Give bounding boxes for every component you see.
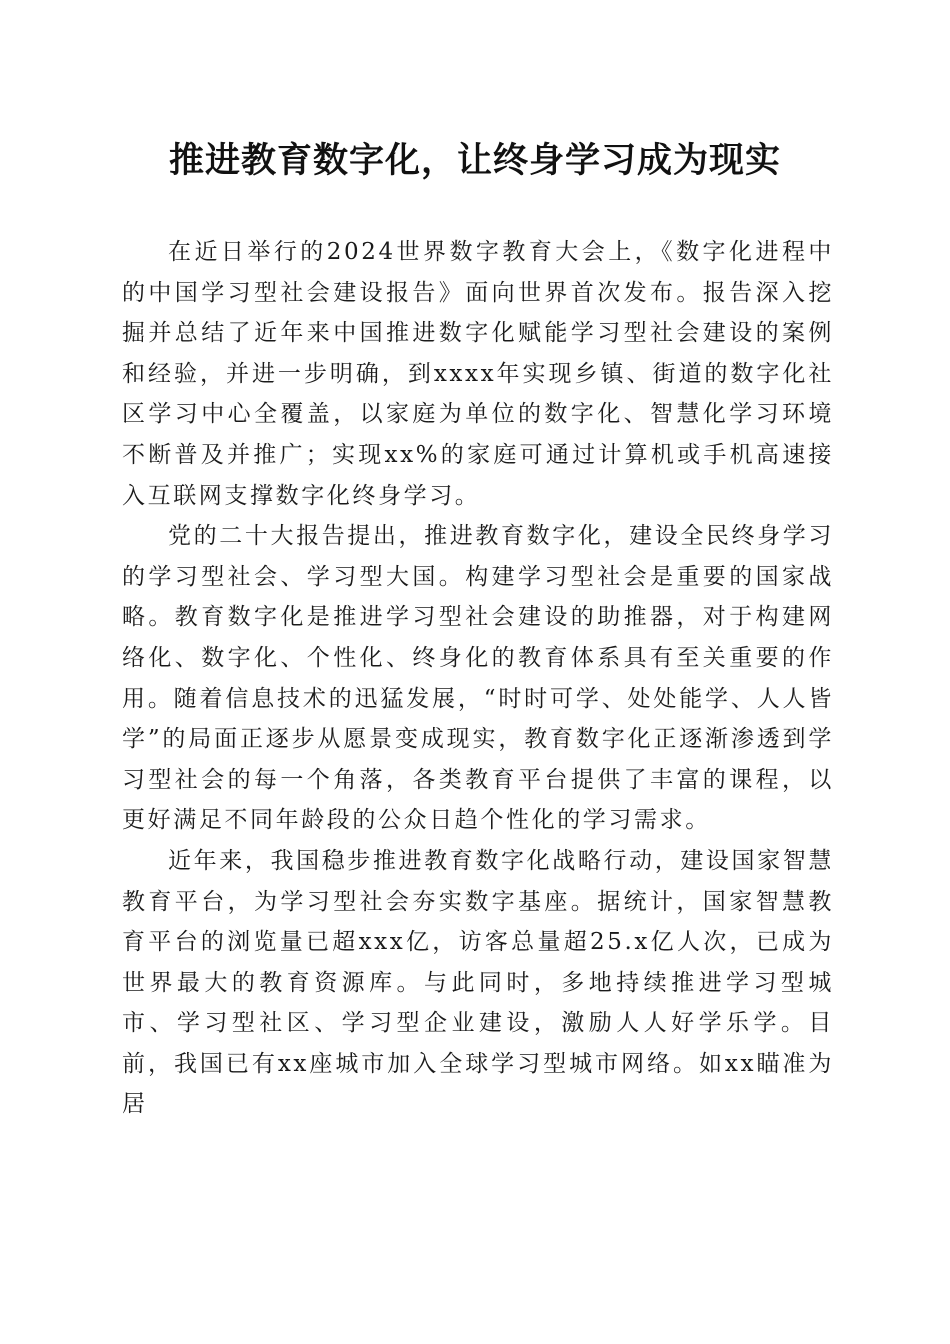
document-body bbox=[122, 232, 834, 1125]
paragraph-2: 党的二十大报告提出，推进教育数字化，建设全民终身学习的学习型社会、学习型大国。构建学习型社会是重要的国家战略。教育数字化是推进学习型社会建设的助推器，对于构建网络化、数字化、个性化、终身化的教育体系具有至关重要的作用。随着信息技术的迅猛发展，“时时可学、处处能学、人人皆学”的局面正逐步从愿景变成现实，教育数字化正逐渐渗透到学习型社会的每一个角落，各类教育平台提供了丰富的课程，以更好满足不同年龄段的公众日趋个性化的学习需求。 bbox=[122, 523, 834, 834]
document-title: 推进教育数字化，让终身学习成为现实 bbox=[168, 140, 781, 181]
paragraph-1: 在近日举行的2024世界数字教育大会上，《数字化进程中的中国学习型社会建设报告》面向世界首次发布。报告深入挖掘并总结了近年来中国推进数字化赋能学习型社会建设的案例和经验，并进一步明确，到xxxx年实现乡镇、街道的数字化社区学习中心全覆盖，以家庭为单位的数字化、智慧化学习环境不断普及并推广；实现xx%的家庭可通过计算机或手机高速接入互联网支撑数字化终身学习。 bbox=[122, 239, 834, 509]
paragraph-3: 近年来，我国稳步推进教育数字化战略行动，建设国家智慧教育平台，为学习型社会夯实数字基座。据统计，国家智慧教育平台的浏览量已超xxx亿，访客总量超25.x亿人次，已成为世界最大的教育资源库。与此同时，多地持续推进学习型城市、学习型社区、学习型企业建设，激励人人好学乐学。目前，我国已有xx座城市加入全球学习型城市网络。如xx瞄准为居 bbox=[122, 847, 834, 1118]
